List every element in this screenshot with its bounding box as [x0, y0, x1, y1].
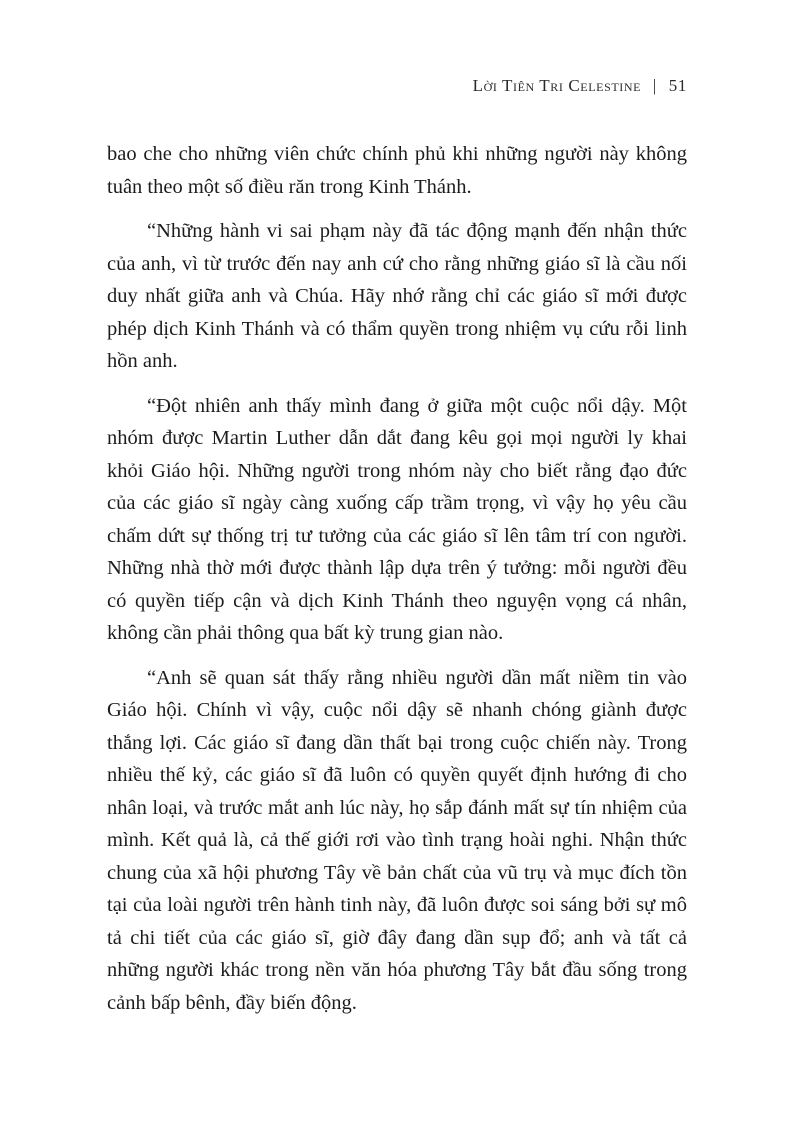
paragraph: “Những hành vi sai phạm này đã tác động mạnh đến nhận thức của anh, vì từ trước đến nay anh cứ cho rằng những giáo sĩ là cầu nối duy nhất giữa anh và Chúa. Hãy nhớ rằng chỉ các giáo sĩ mới được phép dịch Kinh Thánh và có thẩm quyền trong nhiệm vụ cứu rỗi linh hồn anh.: [107, 220, 687, 372]
header-separator: |: [652, 76, 657, 95]
paragraph: “Đột nhiên anh thấy mình đang ở giữa một cuộc nổi dậy. Một nhóm được Martin Luther dẫn dắt đang kêu gọi mọi người ly khai khỏi Giáo hội. Những người trong nhóm này cho biết rằng đạo đức của các giáo sĩ ngày càng xuống cấp trầm trọng, vì vậy họ yêu cầu chấm dứt sự thống trị tư tưởng của các giáo sĩ lên tâm trí con người. Những nhà thờ mới được thành lập dựa trên ý tưởng: mỗi người đều có quyền tiếp cận và dịch Kinh Thánh theo nguyện vọng cá nhân, không cần phải thông qua bất kỳ trung gian nào.: [107, 394, 687, 644]
paragraph-continuation: bao che cho những viên chức chính phủ khi những người này không tuân theo một số điều răn trong Kinh Thánh.: [107, 143, 687, 198]
header-page-number: 51: [668, 76, 687, 95]
body-text: [107, 138, 687, 1031]
running-header: [107, 76, 687, 96]
paragraph: “Anh sẽ quan sát thấy rằng nhiều người dần mất niềm tin vào Giáo hội. Chính vì vậy, cuộc nổi dậy sẽ nhanh chóng giành được thắng lợi. Các giáo sĩ đang dần thất bại trong cuộc chiến này. Trong nhiều thế kỷ, các giáo sĩ đã luôn có quyền quyết định hướng đi cho nhân loại, và trước mắt anh lúc này, họ sắp đánh mất sự tín nhiệm của mình. Kết quả là, cả thế giới rơi vào tình trạng hoài nghi. Nhận thức chung của xã hội phương Tây về bản chất của vũ trụ và mục đích tồn tại của loài người trên hành tinh này, đã luôn được soi sáng bởi sự mô tả chi tiết của các giáo sĩ, giờ đây đang dần sụp đổ; anh và tất cả những người khác trong nền văn hóa phương Tây bắt đầu sống trong cảnh bấp bênh, đầy biến động.: [107, 666, 687, 1014]
header-book-title: Lời Tiên Tri Celestine: [472, 76, 642, 95]
